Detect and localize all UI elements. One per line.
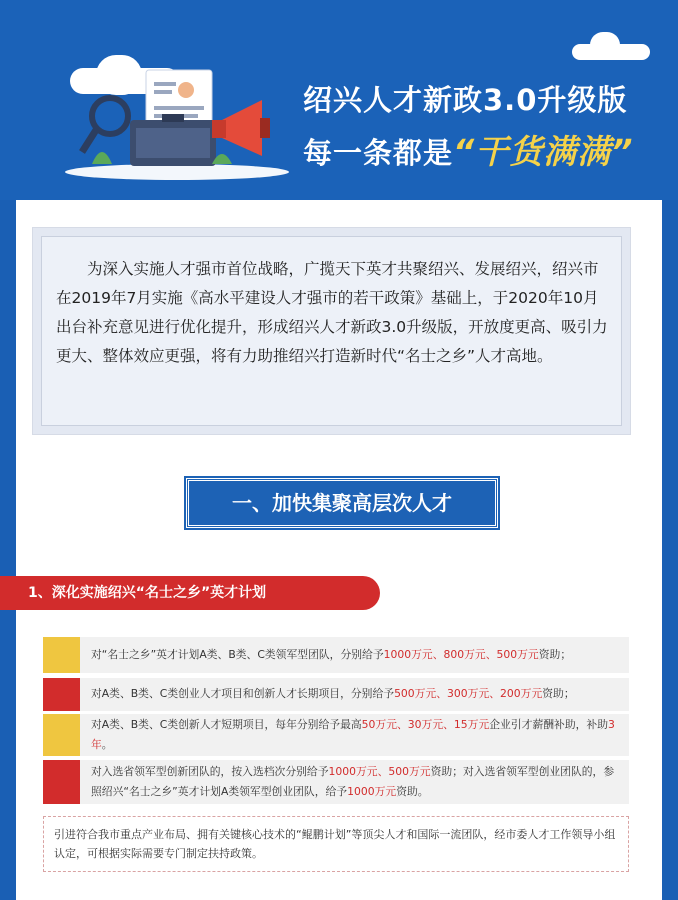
policy-item-text: 对入选省领军型创新团队的，按入选档次分别给予1000万元、500万元资助；对入选省领军型创业团队的，参照绍兴“名士之乡”英才计划A类领军型创业团队，给予1000万元资助。 — [91, 765, 615, 798]
item-marker — [43, 678, 80, 711]
note-box — [43, 816, 629, 872]
hero-subtitle-highlight: “干货满满” — [453, 132, 634, 171]
subsection-heading: 1、深化实施绍兴“名士之乡”英才计划 — [0, 576, 380, 610]
item-marker — [43, 637, 80, 673]
policy-item — [43, 678, 629, 711]
policy-item — [43, 760, 629, 804]
cloud-decoration — [590, 32, 620, 58]
note-text: 引进符合我市重点产业布局、拥有关键核心技术的“鲲鹏计划”等顶尖人才和国际一流团队，经市委人才工作领导小组认定，可根据实际需要专门制定扶持政策。 — [54, 828, 616, 860]
hero-banner — [0, 0, 678, 200]
section-heading: 一、加快集聚高层次人才 — [186, 478, 498, 528]
policy-item-text: 对“名士之乡”英才计划A类、B类、C类领军型团队，分别给予1000万元、800万元、500万元资助； — [91, 648, 572, 661]
item-marker — [43, 714, 80, 756]
policy-item — [43, 637, 629, 673]
intro-box — [32, 227, 631, 435]
policy-item-text: 对A类、B类、C类创新人才短期项目，每年分别给予最高50万元、30万元、15万元企业引才薪酬补助，补助3年。 — [91, 718, 615, 751]
item-marker — [43, 760, 80, 804]
policy-item-text: 对A类、B类、C类创业人才项目和创新人才长期项目，分别给予500万元、300万元、200万元资助； — [91, 687, 575, 700]
policy-item — [43, 714, 629, 756]
intro-text: 为深入实施人才强市首位战略，广揽天下英才共聚绍兴、发展绍兴，绍兴市在2019年7月实施《高水平建设人才强市的若干政策》基础上，于2020年10月出台补充意见进行优化提升，形成绍兴人才新政3.0升级版，开放度更高、吸引力更大、整体效应更强，将有力助推绍兴打造新时代“名士之乡”人才高地。 — [56, 260, 608, 365]
hero-title: 绍兴人才新政3.0升级版 — [303, 83, 628, 117]
recruitment-illustration — [62, 60, 292, 180]
hero-subtitle: 每一条都是“干货满满” — [303, 132, 634, 171]
